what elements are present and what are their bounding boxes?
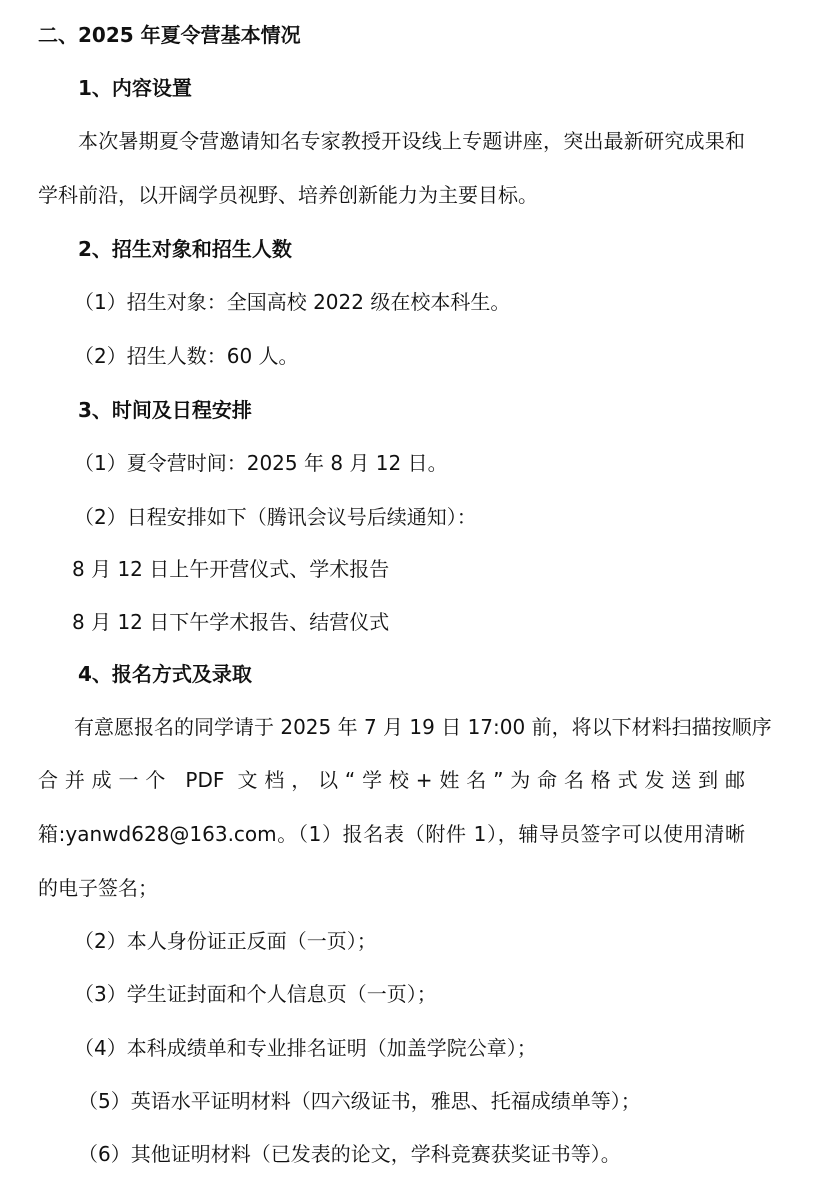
paragraph-line: 有意愿报名的同学请于 2025 年 7 月 19 日 17:00 前，将以下材料扫描按顺序 bbox=[74, 715, 772, 739]
schedule-entry: 8 月 12 日下午学术报告、结营仪式 bbox=[72, 610, 390, 634]
paragraph-line: 本次暑期夏令营邀请知名专家教授开设线上专题讲座，突出最新研究成果和 bbox=[78, 129, 745, 153]
list-item: （3）学生证封面和个人信息页（一页）； bbox=[74, 982, 437, 1006]
section-heading-application: 4、报名方式及录取 bbox=[78, 662, 252, 686]
paragraph-line: 合并成一个 PDF 文档，以“学校+姓名”为命名格式发送到邮 bbox=[38, 768, 745, 792]
section-heading-content: 1、内容设置 bbox=[78, 76, 192, 100]
paragraph-line: 箱:yanwd628@163.com。（1）报名表（附件 1），辅导员签字可以使用清晰 bbox=[38, 822, 745, 846]
list-item: （2）日程安排如下（腾讯会议号后续通知）： bbox=[74, 505, 477, 529]
document-title: 二、2025 年夏令营基本情况 bbox=[38, 23, 301, 47]
list-item: （1）招生对象：全国高校 2022 级在校本科生。 bbox=[74, 290, 511, 314]
paragraph-line: 的电子签名； bbox=[38, 876, 158, 900]
schedule-entry: 8 月 12 日上午开营仪式、学术报告 bbox=[72, 557, 390, 581]
list-item: （2）招生人数：60 人。 bbox=[74, 344, 299, 368]
paragraph-line: 学科前沿，以开阔学员视野、培养创新能力为主要目标。 bbox=[38, 183, 538, 207]
list-item: （6）其他证明材料（已发表的论文，学科竞赛获奖证书等）。 bbox=[78, 1142, 621, 1166]
section-heading-enrollment: 2、招生对象和招生人数 bbox=[78, 237, 292, 261]
section-heading-schedule: 3、时间及日程安排 bbox=[78, 398, 252, 422]
list-item: （4）本科成绩单和专业排名证明（加盖学院公章）； bbox=[74, 1036, 537, 1060]
list-item: （1）夏令营时间：2025 年 8 月 12 日。 bbox=[74, 451, 448, 475]
list-item: （2）本人身份证正反面（一页）； bbox=[74, 929, 377, 953]
list-item: （5）英语水平证明材料（四六级证书，雅思、托福成绩单等）； bbox=[78, 1089, 641, 1113]
